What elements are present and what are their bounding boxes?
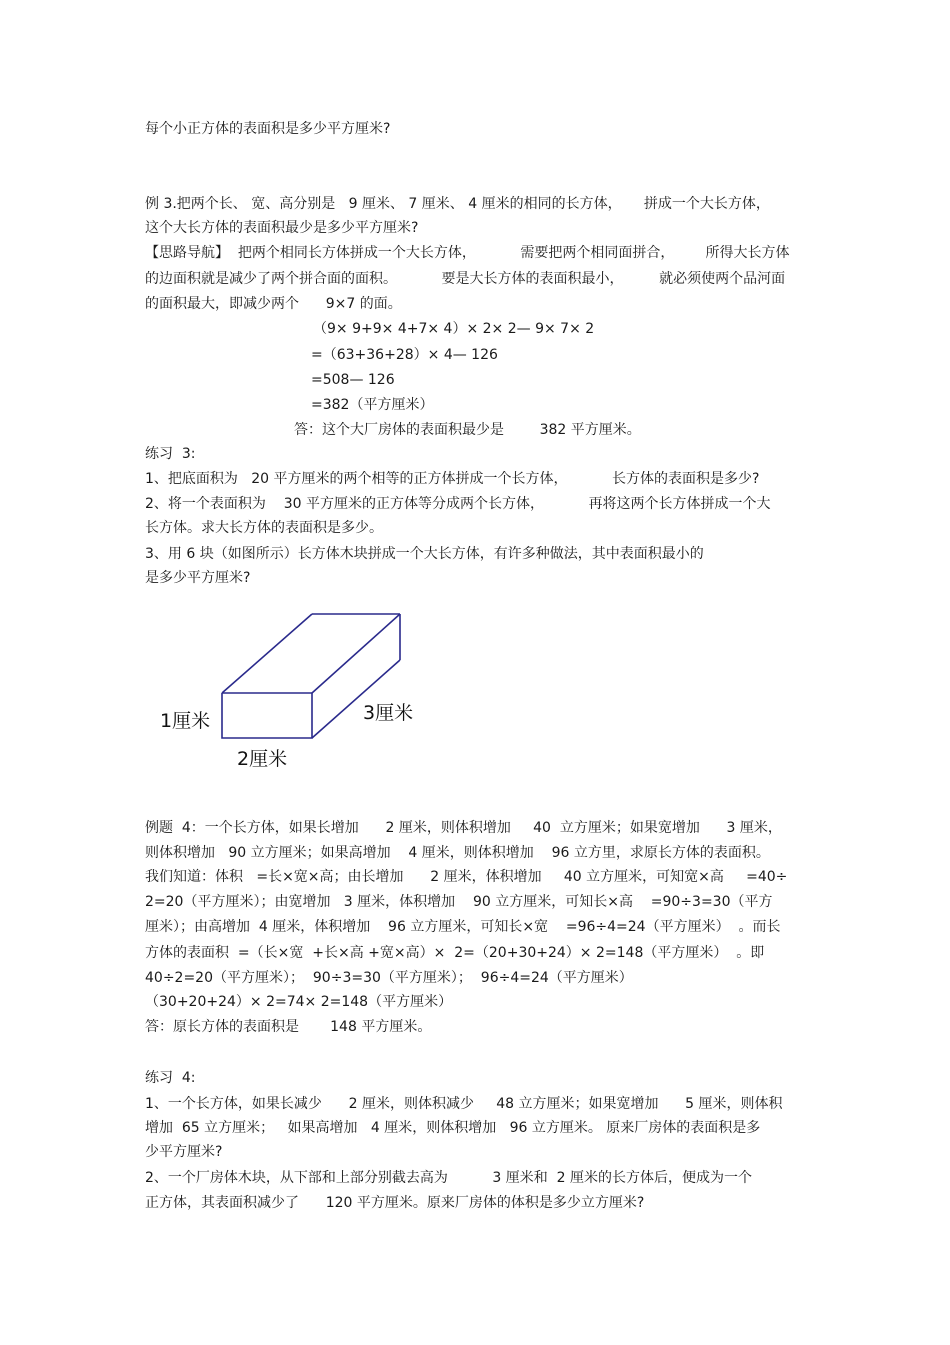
example3-calc-3: =508— 126 [311,372,395,388]
figure-width-label: 2厘米 [237,748,288,770]
example4-line-1: 例题 4：一个长方体，如果长增加 2 厘米，则体积增加 40 立方厘米；如果宽增加 3 厘米， [145,820,782,836]
example3-calc-2: =（63+36+28）× 4— 126 [311,347,498,363]
practice4-problem-2b: 正方体，其表面积减少了 120 平方厘米。原来厂房体的体积是多少立方厘米? [145,1195,645,1211]
practice3-problem-2a: 2、将一个表面积为 30 平方厘米的正方体等分成两个长方体， 再将这两个长方体拼成一个大 [145,496,771,512]
cuboid-top-right-edge [312,614,400,693]
practice4-title: 练习 4: [145,1070,196,1086]
figure-height-label: 1厘米 [160,710,211,732]
example4-line-5: 厘米）；由高增加 4 厘米，体积增加 96 立方厘米，可知长×宽 =96÷4=24（平方厘米） 。而长 [145,919,781,935]
example4-line-2: 则体积增加 90 立方厘米；如果高增加 4 厘米，则体积增加 96 立方里，求原长方体的表面积。 [145,845,770,861]
figure-length-label: 3厘米 [363,702,414,724]
practice3-problem-3a: 3、用 6 块（如图所示）长方体木块拼成一个大长方体，有许多种做法，其中表面积最小的 [145,546,704,562]
example4-line-4: 2=20（平方厘米）；由宽增加 3 厘米，体积增加 90 立方厘米，可知长×高 =90÷3=30（平方 [145,894,773,910]
example3-line-1: 例 3.把两个长、 宽、高分别是 9 厘米、 7 厘米、 4 厘米的相同的长方体， 拼成一个大长方体， [145,196,770,212]
practice4-problem-2a: 2、一个厂房体木块，从下部和上部分别截去高为 3 厘米和 2 厘米的长方体后，便成为一个 [145,1170,753,1186]
example4-line-3: 我们知道：体积 =长×宽×高；由长增加 2 厘米，体积增加 40 立方厘米，可知宽×高 =40÷ [145,869,788,885]
practice3-problem-1: 1、把底面积为 20 平方厘米的两个相等的正方体拼成一个长方体， 长方体的表面积是多少? [145,471,760,487]
example3-calc-4: =382（平方厘米） [311,397,434,413]
practice3-title: 练习 3: [145,446,196,462]
example4-answer: 答：原长方体的表面积是 148 平方厘米。 [145,1019,432,1035]
example3-calc-1: （9× 9+9× 4+7× 4）× 2× 2— 9× 7× 2 [313,321,595,337]
practice3-problem-3b: 是多少平方厘米? [145,570,251,586]
example3-line-5: 的面积最大，即减少两个 9×7 的面。 [145,296,402,312]
cuboid-front-face [222,693,312,738]
example4-line-8: （30+20+24）× 2=74× 2=148（平方厘米） [145,994,453,1010]
example4-line-7: 40÷2=20（平方厘米）； 90÷3=30（平方厘米）； 96÷4=24（平方厘米） [145,970,633,986]
example3-line-3: 【思路导航】 把两个相同长方体拼成一个大长方体， 需要把两个相同面拼合， 所得大长方体 [145,245,790,261]
example3-line-4: 的边面积就是减少了两个拼合面的面积。 要是大长方体的表面积最小， 就必须使两个品河面 [145,271,786,287]
cuboid-top-left-edge [222,614,312,693]
practice4-problem-1c: 少平方厘米? [145,1144,223,1160]
practice4-problem-1b: 增加 65 立方厘米； 如果高增加 4 厘米，则体积增加 96 立方厘米。 原来厂房体的表面积是多 [145,1120,761,1136]
example3-answer: 答：这个大厂房体的表面积最少是 382 平方厘米。 [294,422,641,438]
previous-question: 每个小正方体的表面积是多少平方厘米? [145,121,391,137]
practice4-problem-1a: 1、一个长方体，如果长减少 2 厘米，则体积减少 48 立方厘米；如果宽增加 5 厘米，则体积 [145,1096,783,1112]
example3-line-2: 这个大长方体的表面积最少是多少平方厘米? [145,220,419,236]
practice3-problem-2b: 长方体。求大长方体的表面积是多少。 [145,520,383,536]
example4-line-6: 方体的表面积 =（长×宽 +长×高 +宽×高）× 2=（20+30+24）× 2=148（平方厘米） 。即 [145,945,765,961]
